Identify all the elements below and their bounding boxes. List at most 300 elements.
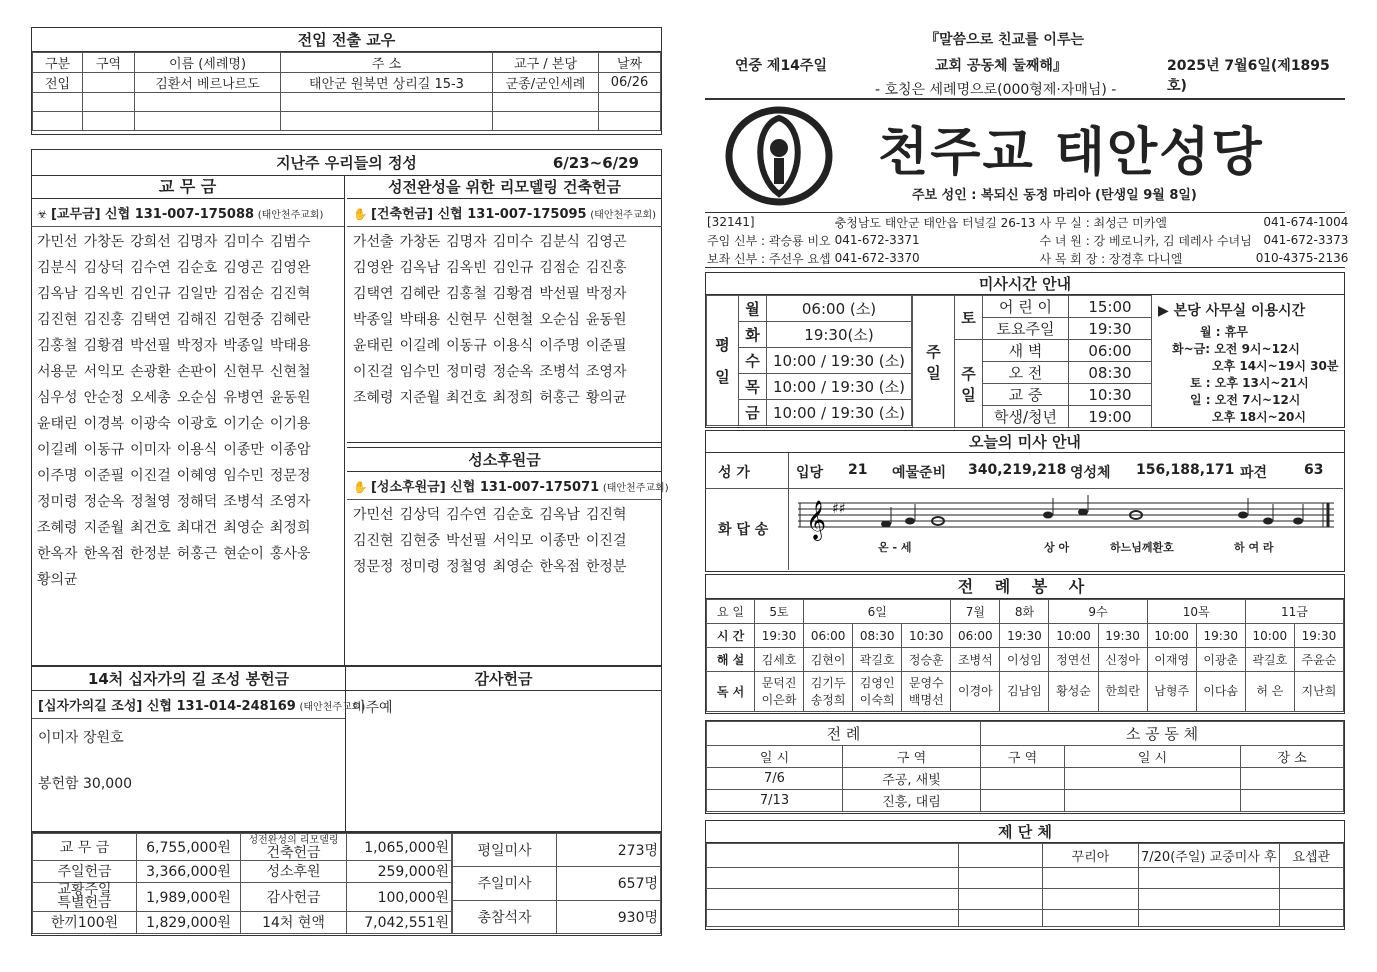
- donor-name: 윤동원: [269, 390, 311, 406]
- cell: 19:30: [1000, 624, 1049, 648]
- cell: 041-672-3370: [834, 251, 920, 265]
- kyomu-icon: ☣: [37, 207, 48, 221]
- table-row: [705, 213, 1350, 231]
- donor-name: 이미자: [130, 442, 171, 458]
- cell: 7,042,551원: [347, 911, 452, 933]
- donor-name: 정문정: [269, 468, 311, 484]
- cell: [1000, 672, 1049, 712]
- cell: 김환서 베르나르도: [135, 73, 281, 93]
- cell: 10:00: [1245, 624, 1294, 648]
- donor-name: 이종암: [269, 442, 311, 458]
- donor-name: 이광숙: [130, 416, 171, 432]
- cell: 1,989,000원: [137, 882, 241, 911]
- cell: 9수: [1049, 600, 1147, 624]
- donor-name: 이종만: [223, 442, 264, 458]
- groups-title: 제 단 체: [706, 821, 1344, 843]
- donor-name: 김수연: [446, 507, 487, 523]
- donor-name: 이진걸: [130, 468, 171, 484]
- cell: 사 목 회 장 : 장경후 다니엘: [1039, 251, 1183, 266]
- table-row: [707, 889, 1344, 910]
- offerings-header: [32, 150, 661, 176]
- donor-name: 조영자: [269, 494, 311, 510]
- donor-name: 정해덕: [176, 494, 218, 510]
- transfer-title: 전입 전출 교우: [32, 28, 661, 52]
- reader-name: 이경아: [957, 684, 993, 698]
- kyomu-names: [31, 227, 344, 595]
- donor-name: 조혜령: [37, 520, 78, 536]
- table-row: [707, 648, 1344, 672]
- cross-account-owner: (태안천주교회): [299, 702, 366, 713]
- donor-name: 서익모: [83, 364, 125, 380]
- cell: [951, 672, 1000, 712]
- donor-name: 서용문: [37, 364, 78, 380]
- totals-section: [31, 832, 662, 936]
- cell: 일 시: [707, 746, 843, 768]
- cell: 조병석: [951, 648, 1000, 672]
- table-row: [33, 93, 661, 112]
- donor-name: 정미령: [37, 494, 78, 510]
- donor-name: 최정희: [269, 520, 311, 536]
- parish-name: 천주교 태안성당: [878, 122, 1264, 183]
- building-icon: ✋: [353, 207, 368, 221]
- name-notice: - 호칭은 세례명으로(000형제·자매님) -: [875, 82, 1117, 98]
- donor-name: 황의균: [37, 572, 78, 588]
- donor-name: 서익모: [492, 533, 534, 549]
- donor-name: 황의균: [585, 390, 627, 406]
- cell: 이재영: [1147, 648, 1196, 672]
- cell: [755, 672, 804, 712]
- donor-name: 정순옥: [83, 494, 125, 510]
- hymn-dismissal-label: 파견: [1240, 465, 1268, 481]
- table-row: [707, 600, 1344, 624]
- table-row: [705, 231, 1350, 249]
- cell: 11금: [1245, 600, 1343, 624]
- cell: 새 벽: [983, 340, 1069, 362]
- donor-name: 김택연: [353, 286, 394, 302]
- thanks-names: 이주예: [352, 700, 393, 716]
- support-icon: ✋: [353, 480, 368, 494]
- cell: 곽길호: [853, 648, 902, 672]
- office-hours: [1158, 303, 1342, 426]
- cell: 평일미사: [453, 834, 557, 867]
- col-date: 날짜: [599, 53, 661, 73]
- cell: 19:30: [1196, 624, 1245, 648]
- offerings-title: 지난주 우리들의 정성: [276, 154, 417, 172]
- cell: 657명: [557, 867, 661, 900]
- donor-name: 김황겸: [492, 286, 534, 302]
- cell: [83, 73, 135, 93]
- donor-name: 박태용: [399, 312, 441, 328]
- donor-name: 김진현: [37, 312, 78, 328]
- donor-name: 지준월: [83, 520, 125, 536]
- mass-weekend-table: [912, 295, 1152, 428]
- cell: 토요주일: [983, 318, 1069, 340]
- cell: 930명: [557, 900, 661, 933]
- sun-label: 주 일: [955, 340, 983, 428]
- kyomu-column: [31, 175, 345, 666]
- donor-name: 박선필: [446, 533, 487, 549]
- donor-name: 허홍근: [539, 390, 580, 406]
- donor-name: 최영순: [223, 520, 264, 536]
- cell: 10:30: [902, 624, 951, 648]
- cell: 교황주일 특별헌금: [33, 882, 137, 911]
- support-account-owner: (태안천주교회): [602, 483, 669, 494]
- donor-name: 박선필: [539, 286, 580, 302]
- office-line: 일 : 오전 7시~12시: [1190, 393, 1301, 407]
- cell: [902, 672, 951, 712]
- cell: 100,000원: [347, 882, 452, 911]
- cell: 3,366,000원: [137, 860, 241, 882]
- donor-name: 김영곤: [585, 234, 627, 250]
- cross-account: [32, 691, 366, 719]
- cell: 한끼100원: [33, 911, 137, 933]
- community-title: 소 공 동 체: [981, 722, 1344, 746]
- table-row: [707, 624, 1344, 648]
- cell: 19:30: [1069, 318, 1152, 340]
- cell: 충청남도 태안군 태안읍 터널길 26-13: [834, 215, 1036, 230]
- cell: 주임 신부 : 곽승룡 비오: [707, 233, 831, 248]
- patron-saint: 주보 성인 : 복되신 동정 마리아 (탄생일 9월 8일): [912, 188, 1197, 203]
- donor-name: 이광호: [176, 416, 218, 432]
- reader-name: 백명선: [908, 692, 944, 707]
- cell: 태안군 원북면 상리길 15-3: [281, 73, 493, 93]
- contacts: [705, 212, 1349, 268]
- hymn-communion-label: 영성체: [1070, 465, 1111, 481]
- table-row: [913, 296, 1152, 318]
- treble-clef-icon: 𝄞: [806, 500, 827, 540]
- office-title: ▶ 본당 사무실 이용시간: [1158, 303, 1306, 319]
- cell: 041-672-3371: [834, 233, 920, 247]
- table-row: [453, 834, 661, 867]
- col-type: 구분: [33, 53, 83, 73]
- donor-name: 오순심: [539, 312, 580, 328]
- bulletin-header: [705, 24, 1345, 100]
- cell: 금: [739, 400, 767, 426]
- donor-name: 김옥남: [37, 286, 78, 302]
- kyomu-account: [31, 199, 344, 227]
- table-row: [707, 768, 1344, 790]
- donor-name: 김황겸: [83, 338, 125, 354]
- cell: 19:30: [755, 624, 804, 648]
- hymn-entrance-label: 입당: [796, 465, 824, 481]
- cell: 장 소: [1241, 746, 1344, 768]
- donor-name: 정미령: [399, 559, 441, 575]
- cell: 이성임: [1000, 648, 1049, 672]
- donor-name: 한정분: [130, 546, 171, 562]
- donor-name: 조병석: [539, 364, 580, 380]
- cell: 목: [739, 374, 767, 400]
- cell: 7월: [951, 600, 1000, 624]
- cell: 김현이: [804, 648, 853, 672]
- table-row: [707, 790, 1344, 812]
- cell: 주공, 새빛: [843, 768, 981, 790]
- donor-name: 신현철: [269, 364, 311, 380]
- support-title: 성소후원금: [347, 448, 662, 472]
- psalm-lyric: 온 - 세: [878, 541, 912, 554]
- donor-name: 이동규: [83, 442, 125, 458]
- totals-table: [32, 833, 452, 934]
- office-line: 토 : 오후 13시~21시: [1190, 376, 1309, 390]
- liturgy-section: [705, 574, 1345, 714]
- donor-name: 신현철: [492, 312, 534, 328]
- reader-name: 이다솜: [1203, 684, 1239, 698]
- cell: 5토: [755, 600, 804, 624]
- donor-name: 김진홍: [83, 312, 125, 328]
- donor-name: 최건호: [130, 520, 171, 536]
- donor-name: 김상덕: [399, 507, 441, 523]
- donor-name: 김명자: [446, 234, 487, 250]
- office-line: 오후 18시~20시: [1212, 410, 1306, 424]
- mass-weekday-table: [706, 295, 912, 426]
- cross-account-text: [십자가의길 조성] 신협 131-014-248169: [38, 699, 296, 714]
- cell: 화: [739, 322, 767, 348]
- donor-name: 손광환: [130, 364, 171, 380]
- donor-name: 김현중: [399, 533, 441, 549]
- donor-name: 심우성: [37, 390, 78, 406]
- table-row: [33, 860, 452, 882]
- donor-name: 김상덕: [83, 260, 125, 276]
- cell: 수: [739, 348, 767, 374]
- donor-name: 조영자: [585, 364, 627, 380]
- cell: 08:30: [853, 624, 902, 648]
- cell: 1,065,000원: [347, 834, 452, 861]
- cell: 10:00 / 19:30 (소): [767, 374, 912, 400]
- donor-name: 이주명: [37, 468, 78, 484]
- donor-name: 조병석: [223, 494, 264, 510]
- cell: [1196, 672, 1245, 712]
- cell: 정승훈: [902, 648, 951, 672]
- cell: 041-672-3373: [1263, 233, 1349, 247]
- cell: 해 설: [707, 648, 755, 672]
- cell: 김세호: [755, 648, 804, 672]
- reader-name: 남형주: [1154, 684, 1190, 698]
- donor-name: 정철영: [446, 559, 487, 575]
- kyomu-account-owner: (태안천주교회): [257, 210, 324, 221]
- week-label: 연중 제14주일: [735, 58, 827, 74]
- cell: [1294, 672, 1343, 712]
- reader-name: 황성순: [1056, 684, 1091, 698]
- donor-name: 이동규: [446, 338, 487, 354]
- parish-logo: [724, 106, 834, 206]
- donor-name: 오세총: [130, 390, 171, 406]
- table-row: [33, 911, 452, 933]
- donor-name: 이종만: [539, 533, 580, 549]
- table-row: [33, 834, 452, 861]
- donor-name: 가민선: [37, 234, 78, 250]
- donor-name: 박선필: [130, 338, 171, 354]
- cell: 8화: [1000, 600, 1049, 624]
- donor-name: 정순옥: [492, 364, 534, 380]
- cross-box: 봉헌함 30,000: [38, 776, 133, 792]
- cleaning-table: [706, 721, 1344, 812]
- donor-name: 가민선: [353, 507, 394, 523]
- cell: 사 무 실 : 최성근 미카엘: [1039, 215, 1167, 230]
- table-row: [707, 746, 1344, 768]
- table-row: [33, 112, 661, 131]
- svg-text:♯♯: ♯♯: [832, 501, 846, 517]
- hymn-offertory-value: 340,219,218: [968, 462, 1067, 478]
- cell: 10:00: [1049, 624, 1098, 648]
- groups-table: [706, 843, 1344, 927]
- psalm-label: 화 답 송: [718, 522, 769, 538]
- reader-name: 문덕진: [761, 675, 797, 690]
- table-row: [707, 844, 1344, 868]
- donor-name: 한정분: [585, 559, 627, 575]
- offerings-period: 6/23~6/29: [552, 154, 639, 172]
- donor-name: 이진걸: [353, 364, 394, 380]
- reader-name: 허 은: [1256, 684, 1284, 698]
- donor-name: 최대건: [176, 520, 218, 536]
- cell: 19:30(소): [767, 322, 912, 348]
- cell: 06:00: [951, 624, 1000, 648]
- today-title: 오늘의 미사 안내: [706, 431, 1344, 453]
- donor-name: 가창돈: [399, 234, 441, 250]
- donor-name: 김진홍: [585, 260, 627, 276]
- sunday-label: 주 일: [913, 296, 955, 428]
- cell: 일 시: [1065, 746, 1241, 768]
- donor-name: 신현무: [223, 364, 264, 380]
- cell: 6일: [804, 600, 951, 624]
- donor-name: 임수민: [223, 468, 264, 484]
- reader-name: 문영수: [908, 675, 944, 690]
- cell: 이광춘: [1196, 648, 1245, 672]
- sat-label: 토: [955, 296, 983, 340]
- cell: [1245, 672, 1294, 712]
- reader-name: 김영인: [859, 675, 895, 690]
- donor-name: 이길례: [399, 338, 441, 354]
- kyomu-account-text: [교무금] 신협 131-007-175088: [50, 207, 255, 222]
- hymn-offertory-label: 예물준비: [892, 465, 947, 481]
- hymn-dismissal-value: 63: [1304, 462, 1324, 478]
- donor-name: 김점순: [223, 286, 264, 302]
- cell: 구 역: [843, 746, 981, 768]
- cell: 10:30: [1069, 384, 1152, 406]
- psalm-lyric: 하 여 라: [1234, 541, 1274, 554]
- donor-name: 윤태린: [37, 416, 78, 432]
- donor-name: 김순호: [176, 260, 218, 276]
- donor-name: 이기용: [269, 416, 311, 432]
- cell: 주윤순: [1294, 648, 1343, 672]
- psalm-staff: [798, 493, 1338, 541]
- cell: [1049, 672, 1098, 712]
- donor-name: 박정자: [585, 286, 627, 302]
- cell: 10:00 / 19:30 (소): [767, 400, 912, 426]
- table-row: [707, 722, 1344, 746]
- table-row: [33, 73, 661, 93]
- cross-section: [31, 666, 366, 832]
- support-account: [347, 472, 669, 500]
- donor-name: 박종일: [223, 338, 264, 354]
- cell: 요 일: [707, 600, 755, 624]
- donor-name: 김인규: [492, 260, 534, 276]
- kyomu-title: 교 무 금: [31, 175, 344, 199]
- cell: 성전완성의 리모델링: [248, 834, 339, 846]
- cell: 꾸리아: [1043, 844, 1139, 868]
- cell: 19:00: [1069, 406, 1152, 428]
- cell: 14처 현액: [241, 911, 347, 933]
- donor-name: 김혜란: [269, 312, 311, 328]
- cell: 010-4375-2136: [1255, 251, 1349, 265]
- donor-name: 김일만: [176, 286, 218, 302]
- cell: 감사헌금: [241, 882, 347, 911]
- support-column: [347, 447, 669, 666]
- building-account-owner: (태안천주교회): [590, 210, 657, 221]
- donor-name: 김옥빈: [83, 286, 125, 302]
- donor-name: 이길례: [37, 442, 78, 458]
- donor-name: 홍사웅: [269, 546, 311, 562]
- donor-name: 김인규: [130, 286, 171, 302]
- cell: 19:30: [1098, 624, 1147, 648]
- donor-name: 허홍근: [176, 546, 218, 562]
- donor-name: 유병연: [223, 390, 264, 406]
- hymn-communion-value: 156,188,171: [1136, 462, 1235, 478]
- transfer-table: [32, 52, 661, 131]
- liturgy-title: 전 례 봉 사: [706, 575, 1344, 599]
- col-name: 이름 (세례명): [135, 53, 281, 73]
- donor-name: 정미령: [446, 364, 487, 380]
- cell: 성소후원: [241, 860, 347, 882]
- donor-name: 한옥자: [37, 546, 78, 562]
- office-line: 화~금: 오전 9시~12시: [1172, 342, 1300, 356]
- table-row: [707, 296, 912, 322]
- cell: 06:00 (소): [767, 296, 912, 322]
- cell: 15:00: [1069, 296, 1152, 318]
- mass-section: [705, 272, 1345, 428]
- donor-name: 이기순: [223, 416, 264, 432]
- col-zone: 구역: [83, 53, 135, 73]
- reader-name: 이숙희: [859, 692, 895, 707]
- donor-name: 최영순: [492, 559, 534, 575]
- donor-name: 이혜영: [176, 468, 218, 484]
- mass-title: 미사시간 안내: [706, 273, 1344, 295]
- cell: 주일미사: [453, 867, 557, 900]
- cell: [804, 672, 853, 712]
- cell: 건축헌금: [266, 844, 321, 861]
- donor-name: 김수연: [130, 260, 171, 276]
- cell: 교 중: [983, 384, 1069, 406]
- psalm-lyric: 하느님께환호: [1110, 541, 1174, 554]
- cell: 학생/청년: [983, 406, 1069, 428]
- cell: 정연선: [1049, 648, 1098, 672]
- donor-name: 최정희: [492, 390, 534, 406]
- cleaning-title: 전 례: [707, 722, 981, 746]
- hymn-entrance-value: 21: [848, 462, 868, 478]
- hymn-label: 성 가: [718, 465, 750, 481]
- cell: 10목: [1147, 600, 1245, 624]
- cell: 06/26: [599, 73, 661, 93]
- cell: 7/6: [707, 768, 843, 790]
- donor-name: 이준필: [83, 468, 125, 484]
- donor-name: 김옥남: [399, 260, 441, 276]
- transfer-header-row: [33, 53, 661, 73]
- donor-name: 오순심: [176, 390, 218, 406]
- donor-name: 김미수: [223, 234, 264, 250]
- cell: [32141]: [707, 215, 755, 229]
- donor-name: 가창돈: [83, 234, 125, 250]
- table-row: [707, 672, 1344, 712]
- transfer-section: [31, 27, 662, 135]
- donor-name: 박종일: [353, 312, 394, 328]
- donor-name: 이진걸: [585, 533, 627, 549]
- motto-line1: 『말씀으로 친교를 이루는: [925, 32, 1084, 48]
- donor-name: 김점순: [539, 260, 580, 276]
- cell: 진흥, 대림: [843, 790, 981, 812]
- reader-name: 이은화: [761, 692, 797, 707]
- cell: 총참석자: [453, 900, 557, 933]
- donor-name: 김진혁: [585, 507, 627, 523]
- cell: [1147, 672, 1196, 712]
- donor-name: 박태용: [269, 338, 311, 354]
